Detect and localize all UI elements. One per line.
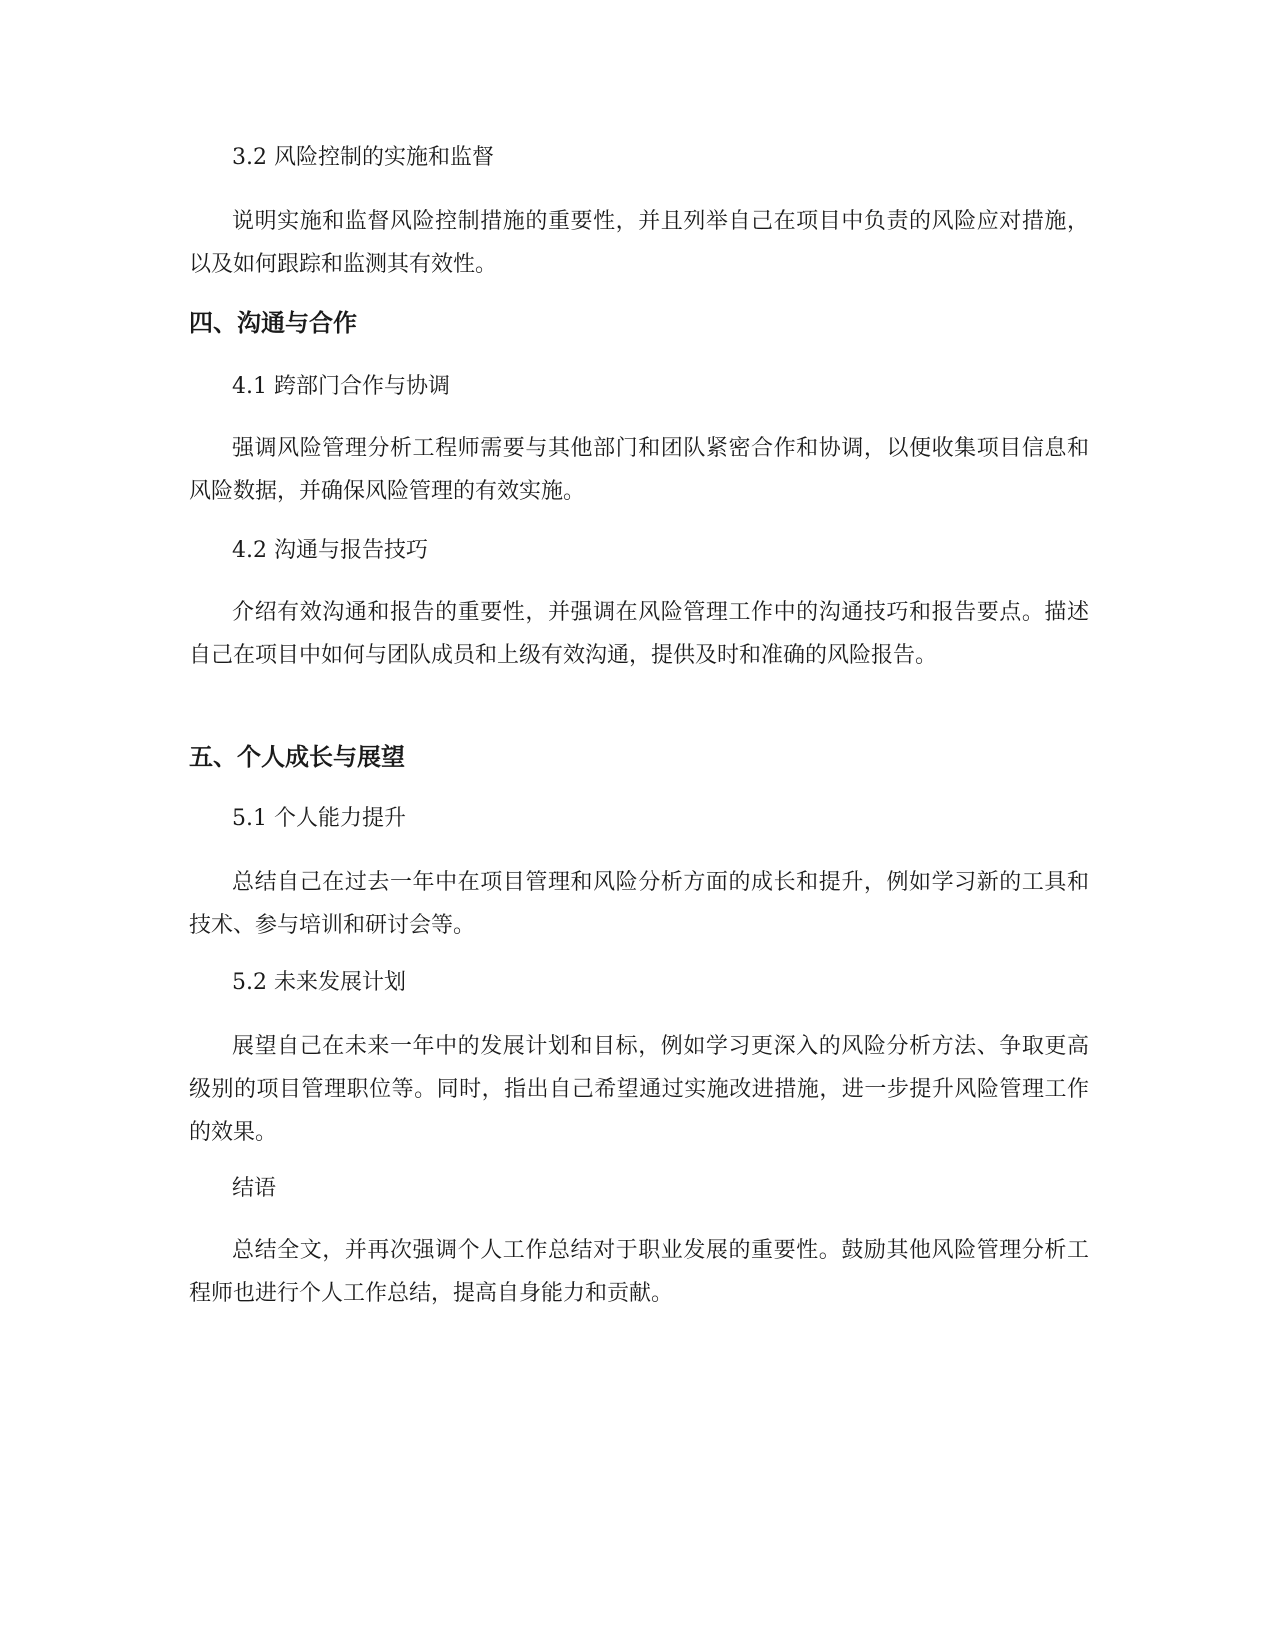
paragraph-4-2: 介绍有效沟通和报告的重要性，并强调在风险管理工作中的沟通技巧和报告要点。描述自己在项目中如何与团队成员和上级有效沟通，提供及时和准确的风险报告。	[189, 600, 1089, 668]
subheading-conclusion: 结语	[232, 1176, 277, 1201]
subheading-3-2: 3.2 风险控制的实施和监督	[232, 145, 494, 170]
subheading-4-1: 4.1 跨部门合作与协调	[232, 374, 450, 399]
subheading-4-2: 4.2 沟通与报告技巧	[232, 538, 428, 563]
heading-section-5: 五、个人成长与展望	[189, 743, 405, 771]
paragraph-4-1: 强调风险管理分析工程师需要与其他部门和团队紧密合作和协调，以便收集项目信息和风险数据，并确保风险管理的有效实施。	[189, 436, 1089, 504]
subheading-5-1: 5.1 个人能力提升	[232, 806, 406, 831]
paragraph-conclusion: 总结全文，并再次强调个人工作总结对于职业发展的重要性。鼓励其他风险管理分析工程师也进行个人工作总结，提高自身能力和贡献。	[189, 1238, 1089, 1306]
subheading-5-2: 5.2 未来发展计划	[232, 970, 406, 995]
paragraph-5-2: 展望自己在未来一年中的发展计划和目标，例如学习更深入的风险分析方法、争取更高级别的项目管理职位等。同时，指出自己希望通过实施改进措施，进一步提升风险管理工作的效果。	[189, 1034, 1089, 1145]
heading-section-4: 四、沟通与合作	[189, 309, 357, 337]
paragraph-3-2: 说明实施和监督风险控制措施的重要性，并且列举自己在项目中负责的风险应对措施，以及如何跟踪和监测其有效性。	[189, 209, 1089, 277]
paragraph-5-1: 总结自己在过去一年中在项目管理和风险分析方面的成长和提升，例如学习新的工具和技术、参与培训和研讨会等。	[189, 870, 1089, 938]
